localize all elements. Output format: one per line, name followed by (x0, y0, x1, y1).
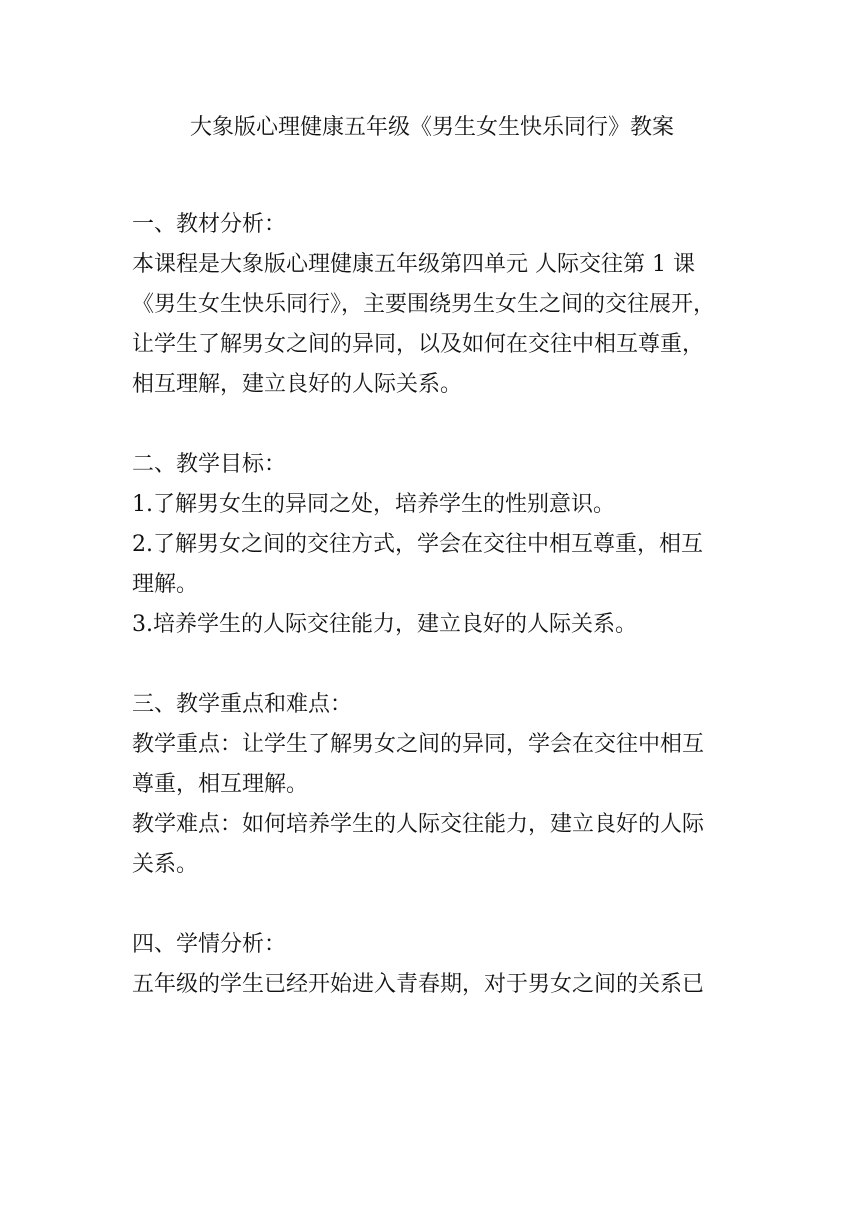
paragraph-line: 相互理解，建立良好的人际关系。 (132, 372, 463, 397)
paragraph-line: 尊重，相互理解。 (132, 772, 309, 797)
section-teaching-objectives (132, 445, 732, 645)
paragraph-line: 教学难点：如何培养学生的人际交往能力，建立良好的人际 (132, 812, 705, 837)
section-heading: 二、教学目标： (132, 452, 287, 477)
paragraph-line: 让学生了解男女之间的异同，以及如何在交往中相互尊重， (132, 332, 705, 357)
paragraph-line: 2.了解男女之间的交往方式，学会在交往中相互尊重，相互 (132, 532, 703, 557)
document-title: 大象版心理健康五年级《男生女生快乐同行》教案 (189, 115, 674, 140)
section-key-difficult-points (132, 685, 732, 885)
document-content (132, 108, 732, 1045)
paragraph-line: 五年级的学生已经开始进入青春期，对于男女之间的关系已 (132, 972, 705, 997)
section-textbook-analysis (132, 205, 732, 405)
paragraph-line: 教学重点：让学生了解男女之间的异同，学会在交往中相互 (132, 732, 705, 757)
paragraph-line: 《男生女生快乐同行》，主要围绕男生女生之间的交往展开， (132, 292, 716, 317)
paragraph-line: 理解。 (132, 572, 199, 597)
paragraph-line: 本课程是大象版心理健康五年级第四单元 人际交往第 1 课 (132, 252, 695, 277)
section-heading: 一、教材分析： (132, 212, 287, 237)
paragraph-line: 1.了解男女生的异同之处，培养学生的性别意识。 (132, 492, 615, 517)
section-heading: 三、教学重点和难点： (132, 692, 353, 717)
paragraph-line: 3.培养学生的人际交往能力，建立良好的人际关系。 (132, 612, 637, 637)
section-student-analysis (132, 925, 732, 1005)
section-heading: 四、学情分析： (132, 932, 287, 957)
paragraph-line: 关系。 (132, 852, 199, 877)
